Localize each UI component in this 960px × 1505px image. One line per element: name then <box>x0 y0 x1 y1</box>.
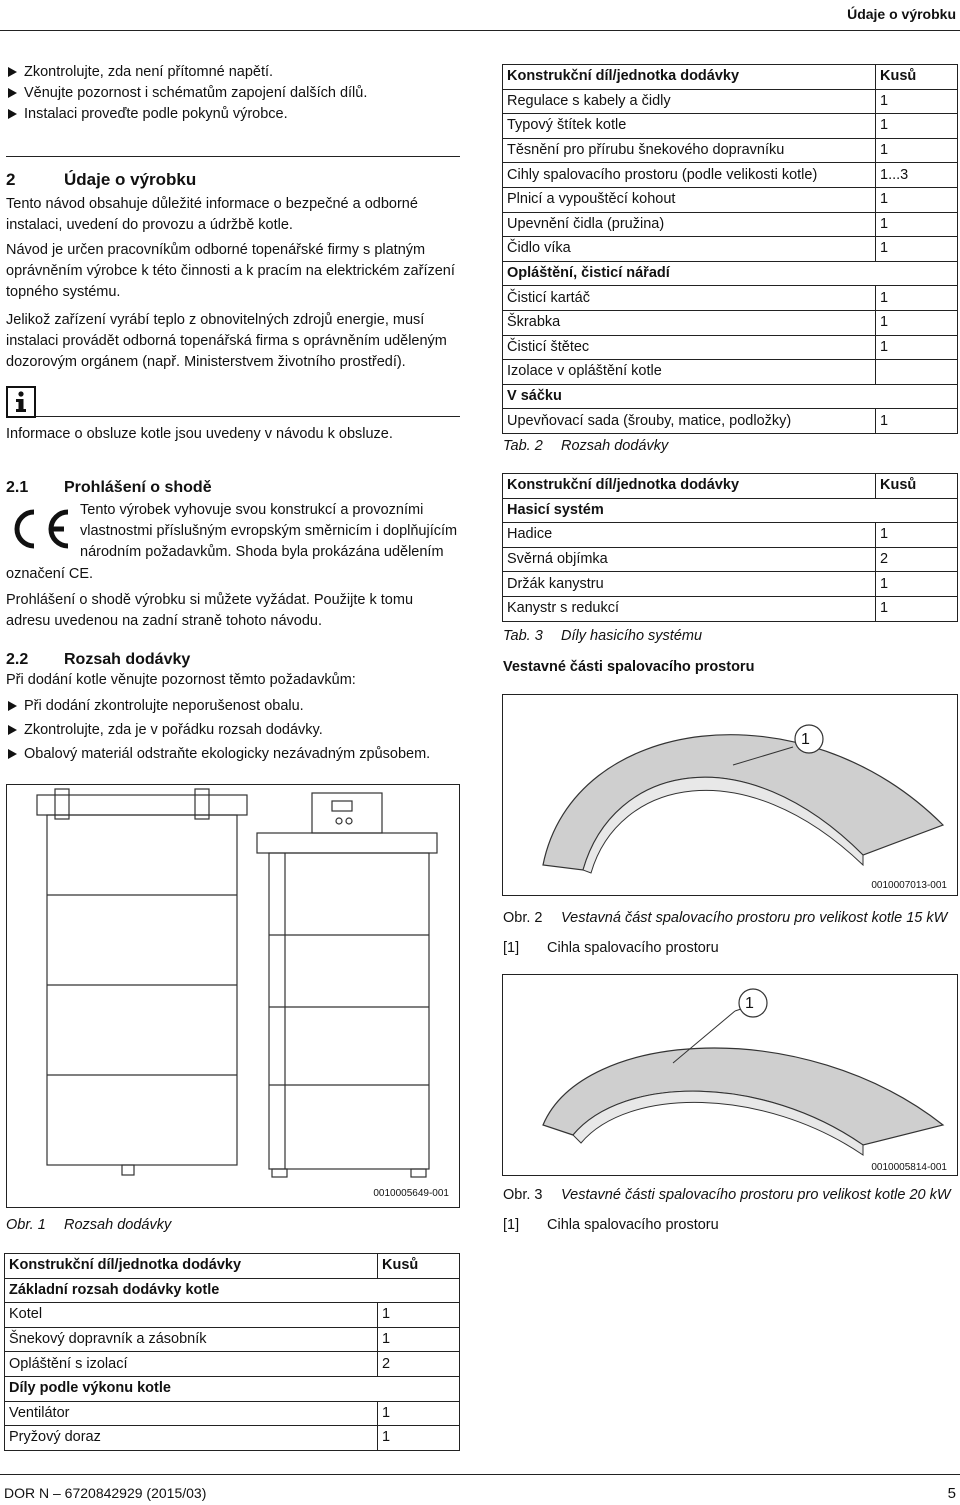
part-cell: Držák kanystru <box>503 572 876 597</box>
part-cell: Čisticí kartáč <box>503 286 876 311</box>
info-text: Informace o obsluze kotle jsou uvedeny v návodu k obsluze. <box>6 426 393 442</box>
part-cell: Regulace s kabely a čidly <box>503 89 876 114</box>
part-cell: Škrabka <box>503 310 876 335</box>
table-row <box>5 1278 460 1303</box>
qty-cell: 2 <box>378 1352 460 1377</box>
table-2-caption <box>503 436 668 457</box>
footer-rule <box>0 1474 960 1475</box>
qty-cell: 1 <box>378 1426 460 1451</box>
paragraph: Tento návod obsahuje důležité informace o bezpečné a odborné instalaci, uvedení do provozu a údržbě kotle. <box>6 196 418 234</box>
caption-title: Vestavné části spalovacího prostoru pro velikost kotle 20 kW <box>561 1187 951 1203</box>
qty-cell: 1 <box>876 114 958 139</box>
paragraph: Jelikož zařízení vyrábí teplo z obnovitelných zdrojů energie, musí instalaci provádět odborná topenářská firma s oprávněním uděleným dozorovým orgánem (např. Ministerstvem životního prostředí). <box>6 312 447 371</box>
section-number: 2.2 <box>6 651 29 668</box>
table-header-cell: Kusů <box>876 474 958 499</box>
table-header-row <box>503 65 958 90</box>
section-2-1-heading <box>6 476 212 499</box>
header-rule <box>0 30 960 31</box>
combustion-parts-heading: Vestavné části spalovacího prostoru <box>503 659 755 675</box>
part-cell: Cihly spalovacího prostoru (podle velikosti kotle) <box>503 163 876 188</box>
figure-id: 0010005649-001 <box>373 1188 449 1199</box>
table-row <box>503 523 958 548</box>
part-cell: Hadice <box>503 523 876 548</box>
qty-cell: 1 <box>876 89 958 114</box>
footer-doc-number: DOR N – 6720842929 (2015/03) <box>4 1485 207 1501</box>
bullet-item: Instalaci proveďte podle pokynů výrobce. <box>6 104 461 125</box>
table-row <box>5 1401 460 1426</box>
table-row <box>503 335 958 360</box>
section-number: 2 <box>6 170 16 189</box>
bullet-item: Zkontrolujte, zda je v pořádku rozsah dodávky. <box>6 720 461 741</box>
part-cell: Izolace v opláštění kotle <box>503 360 876 385</box>
table-row <box>503 572 958 597</box>
qty-cell: 1 <box>378 1401 460 1426</box>
table-header-cell: Konstrukční díl/jednotka dodávky <box>503 474 876 499</box>
figure-1-caption <box>6 1215 171 1236</box>
table-row <box>503 237 958 262</box>
caption-title: Vestavná část spalovacího prostoru pro velikost kotle 15 kW <box>561 910 948 926</box>
caption-title: Rozsah dodávky <box>561 438 669 454</box>
figure-combustion-brick-15kw <box>502 694 958 896</box>
section-number: 2.1 <box>6 479 29 496</box>
table-row <box>503 384 958 409</box>
part-cell: Ventilátor <box>5 1401 378 1426</box>
table-row <box>503 286 958 311</box>
bricks-illustration <box>503 975 957 1175</box>
section-title: Rozsah dodávky <box>64 651 191 668</box>
caption-title: Díly hasicího systému <box>561 628 703 644</box>
part-cell: Základní rozsah dodávky kotle <box>5 1278 460 1303</box>
qty-cell: 1 <box>378 1327 460 1352</box>
ce-text: Tento výrobek vyhovuje svou konstrukcí a provozními vlastnostmi příslušným evropským směrnicím i doplňujícím národním požadavkům. Shoda byla prokázána udělením <box>80 502 458 561</box>
part-cell: Těsnění pro přírubu šnekového dopravníku <box>503 138 876 163</box>
ce-text-end: označení CE. <box>6 566 94 582</box>
left-column <box>6 62 461 125</box>
table-row <box>503 187 958 212</box>
figure-2-legend <box>503 938 719 959</box>
table-extinguishing-system <box>502 473 958 622</box>
qty-cell: 1...3 <box>876 163 958 188</box>
qty-cell <box>876 360 958 385</box>
qty-cell: 1 <box>876 596 958 621</box>
qty-cell: 1 <box>378 1303 460 1328</box>
table-row <box>503 310 958 335</box>
page-number: 5 <box>947 1485 956 1502</box>
qty-cell: 1 <box>876 310 958 335</box>
section-rule <box>6 156 460 157</box>
table-row <box>503 89 958 114</box>
qty-cell: 1 <box>876 335 958 360</box>
info-icon <box>6 386 36 418</box>
figure-3-caption <box>503 1185 951 1206</box>
table-header-cell: Konstrukční díl/jednotka dodávky <box>5 1254 378 1279</box>
qty-cell: 2 <box>876 547 958 572</box>
table-row <box>5 1327 460 1352</box>
part-cell: Čidlo víka <box>503 237 876 262</box>
table-row <box>5 1303 460 1328</box>
section-2-heading <box>6 168 196 193</box>
boiler-illustration <box>7 785 459 1207</box>
part-cell: Díly podle výkonu kotle <box>5 1376 460 1401</box>
bullet-item: Obalový materiál odstraňte ekologicky nezávadným způsobem. <box>6 744 461 765</box>
caption-label: Tab. 2 <box>503 438 543 454</box>
qty-cell: 1 <box>876 523 958 548</box>
figure-3-legend <box>503 1215 719 1236</box>
running-header: Údaje o výrobku <box>847 6 956 22</box>
table-row <box>5 1352 460 1377</box>
caption-label: Obr. 3 <box>503 1187 543 1203</box>
table-header-row <box>503 474 958 499</box>
bullet-item: Při dodání zkontrolujte neporušenost obalu. <box>6 696 461 717</box>
qty-cell: 1 <box>876 409 958 434</box>
part-cell: Kotel <box>5 1303 378 1328</box>
section-2-2-heading <box>6 648 190 671</box>
qty-cell: 1 <box>876 138 958 163</box>
legend-number: [1] <box>503 1217 520 1233</box>
caption-label: Obr. 1 <box>6 1217 46 1233</box>
table-delivery-scope <box>502 64 958 434</box>
table-row <box>503 360 958 385</box>
figure-id: 0010005814-001 <box>871 1162 947 1173</box>
callout-number: 1 <box>745 995 754 1012</box>
info-rule <box>36 416 460 417</box>
qty-cell: 1 <box>876 286 958 311</box>
legend-number: [1] <box>503 940 520 956</box>
bullet-list <box>6 696 461 765</box>
section-title: Údaje o výrobku <box>64 170 197 189</box>
table-row <box>5 1426 460 1451</box>
paragraph: Návod je určen pracovníkům odborné topenářské firmy s platným oprávněním výrobce k této činnosti a k pracím na elektrickém zařízení topného systému. <box>6 242 455 301</box>
qty-cell: 1 <box>876 572 958 597</box>
part-cell: Typový štítek kotle <box>503 114 876 139</box>
part-cell: Upevňovací sada (šrouby, matice, podložky) <box>503 409 876 434</box>
table-row <box>5 1376 460 1401</box>
part-cell: Plnicí a vypouštěcí kohout <box>503 187 876 212</box>
figure-boiler-drawing <box>6 784 460 1208</box>
part-cell: Upevnění čidla (pružina) <box>503 212 876 237</box>
caption-label: Tab. 3 <box>503 628 543 644</box>
figure-id: 0010007013-001 <box>871 880 947 891</box>
callout-number: 1 <box>801 731 810 748</box>
section-title: Prohlášení o shodě <box>64 479 212 496</box>
table-delivery-basic <box>4 1253 460 1451</box>
legend-text: Cihla spalovacího prostoru <box>547 1217 719 1233</box>
part-cell: V sáčku <box>503 384 958 409</box>
table-header-cell: Konstrukční díl/jednotka dodávky <box>503 65 876 90</box>
table-row <box>503 596 958 621</box>
table-row <box>503 409 958 434</box>
table-header-row <box>5 1254 460 1279</box>
part-cell: Pryžový doraz <box>5 1426 378 1451</box>
table-row <box>503 498 958 523</box>
table-header-cell: Kusů <box>876 65 958 90</box>
bullet-item: Zkontrolujte, zda není přítomné napětí. <box>6 62 461 83</box>
part-cell: Šnekový dopravník a zásobník <box>5 1327 378 1352</box>
part-cell: Hasicí systém <box>503 498 958 523</box>
part-cell: Opláštění s izolací <box>5 1352 378 1377</box>
table-row <box>503 261 958 286</box>
bullet-item: Věnujte pozornost i schématům zapojení dalších dílů. <box>6 83 461 104</box>
qty-cell: 1 <box>876 212 958 237</box>
table-row <box>503 212 958 237</box>
table-row <box>503 138 958 163</box>
figure-2-caption <box>503 908 947 929</box>
ce-mark-icon <box>6 508 72 550</box>
paragraph: Prohlášení o shodě výrobku si můžete vyžádat. Použijte k tomu adresu uvedenou na zadní straně tohoto návodu. <box>6 592 414 630</box>
part-cell: Svěrná objímka <box>503 547 876 572</box>
legend-text: Cihla spalovacího prostoru <box>547 940 719 956</box>
brick-illustration <box>503 695 957 895</box>
paragraph: Při dodání kotle věnujte pozornost těmto požadavkům: <box>6 672 356 688</box>
table-3-caption <box>503 626 702 647</box>
table-row <box>503 547 958 572</box>
table-header-cell: Kusů <box>378 1254 460 1279</box>
part-cell: Opláštění, čisticí nářadí <box>503 261 958 286</box>
qty-cell: 1 <box>876 187 958 212</box>
table-row <box>503 114 958 139</box>
table-row <box>503 163 958 188</box>
figure-combustion-bricks-20kw <box>502 974 958 1176</box>
caption-title: Rozsah dodávky <box>64 1217 172 1233</box>
part-cell: Čisticí štětec <box>503 335 876 360</box>
qty-cell: 1 <box>876 237 958 262</box>
caption-label: Obr. 2 <box>503 910 543 926</box>
part-cell: Kanystr s redukcí <box>503 596 876 621</box>
